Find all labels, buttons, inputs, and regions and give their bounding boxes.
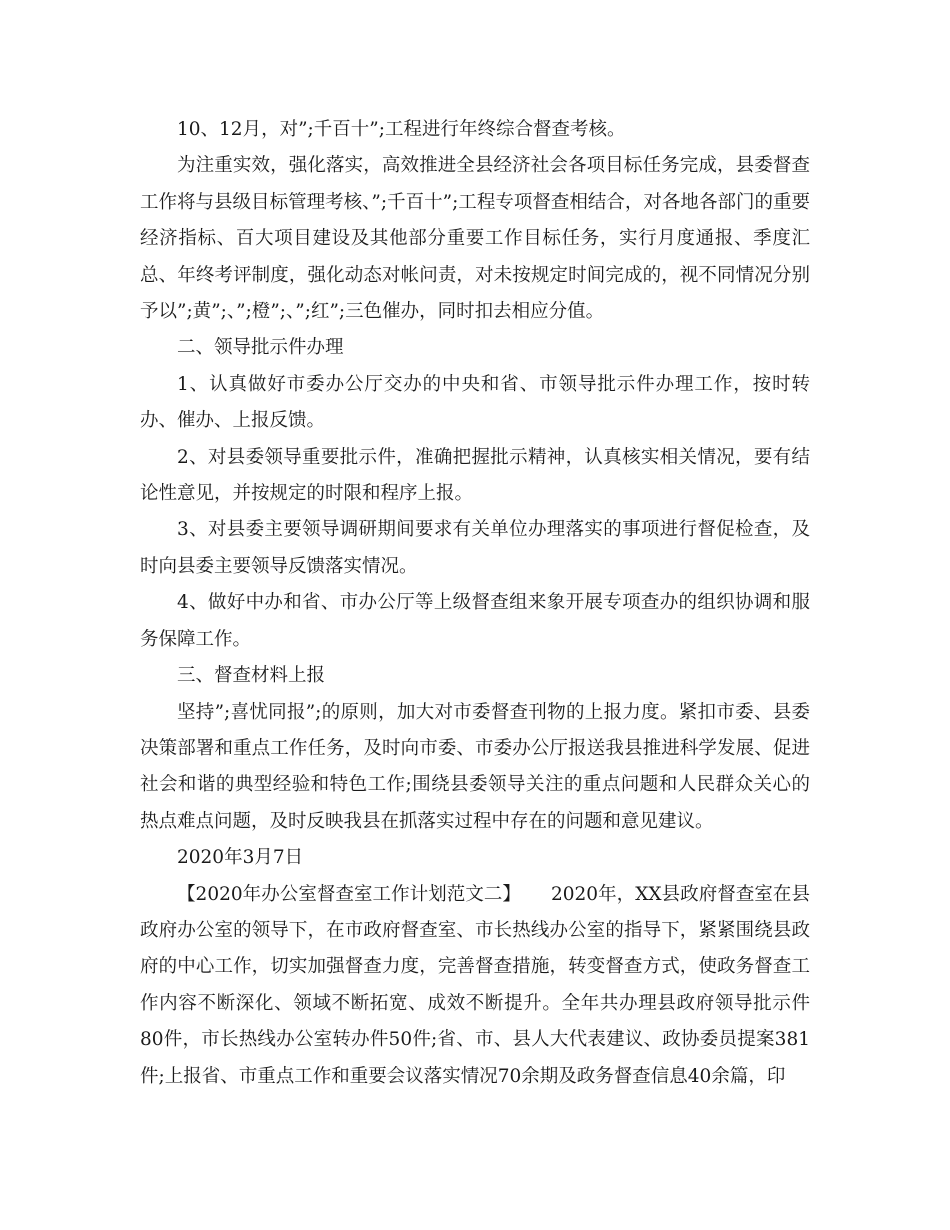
paragraph-2: 为注重实效，强化落实，高效推进全县经济社会各项目标任务完成，县委督查工作将与县级目标管理考核、”;千百十”;工程专项督查相结合，对各地各部门的重要经济指标、百大项目建设及其他部分重要工作目标任务，实行月度通报、季度汇总、年终考评制度，强化动态对帐问责，对未按规定时间完成的，视不同情况分别予以”;黄”;、”;橙”;、”;红”;三色催办，同时扣去相应分值。 xyxy=(140,155,810,323)
paragraph-1: 10、12月，对”;千百十”;工程进行年终综合督查考核。 xyxy=(177,119,626,140)
sample-title: 【2020年办公室督查室工作计划范文二】 xyxy=(177,883,521,905)
date-line: 2020年3月7日 xyxy=(177,847,304,869)
sample-body: 2020年，XX县政府督查室在县政府办公室的领导下，在市政府督查室、市长热线办公室的指导下，紧紧围绕县政府的中心工作，切实加强督查力度，完善督查措施，转变督查方式，使政务督查工作内容不断深化、领域不断拓宽、成效不断提升。全年共办理县政府领导批示件80件，市长热线办公室转办件50件;省、市、县人大代表建议、政协委员提案381件;上报省、市重点工作和重要会议落实情况70余期及政务督查信息40余篇，印 xyxy=(140,883,810,1087)
paragraph-7: 坚持”;喜忧同报”;的原则，加大对市委督查刊物的上报力度。紧扣市委、县委决策部署和重点工作任务，及时向市委、市委办公厅报送我县推进科学发展、促进社会和谐的典型经验和特色工作;围绕县委领导关注的重点问题和人民群众关心的热点难点问题，及时反映我县在抓落实过程中存在的问题和意见建议。 xyxy=(140,701,810,832)
paragraph-6: 4、做好中办和省、市办公厅等上级督查组来象开展专项查办的组织协调和服务保障工作。 xyxy=(140,592,810,650)
paragraph-4: 2、对县委领导重要批示件，准确把握批示精神，认真核实相关情况，要有结论性意见，并按规定的时限和程序上报。 xyxy=(140,446,810,505)
section-heading-3: 三、督查材料上报 xyxy=(177,665,326,687)
document-body xyxy=(140,112,810,1095)
paragraph-8 xyxy=(140,877,810,1095)
paragraph-5: 3、对县委主要领导调研期间要求有关单位办理落实的事项进行督促检查，及时向县委主要领导反馈落实情况。 xyxy=(140,519,810,577)
paragraph-3: 1、认真做好市委办公厅交办的中央和省、市领导批示件办理工作，按时转办、催办、上报反馈。 xyxy=(140,373,810,432)
section-heading-2: 二、领导批示件办理 xyxy=(177,337,344,359)
